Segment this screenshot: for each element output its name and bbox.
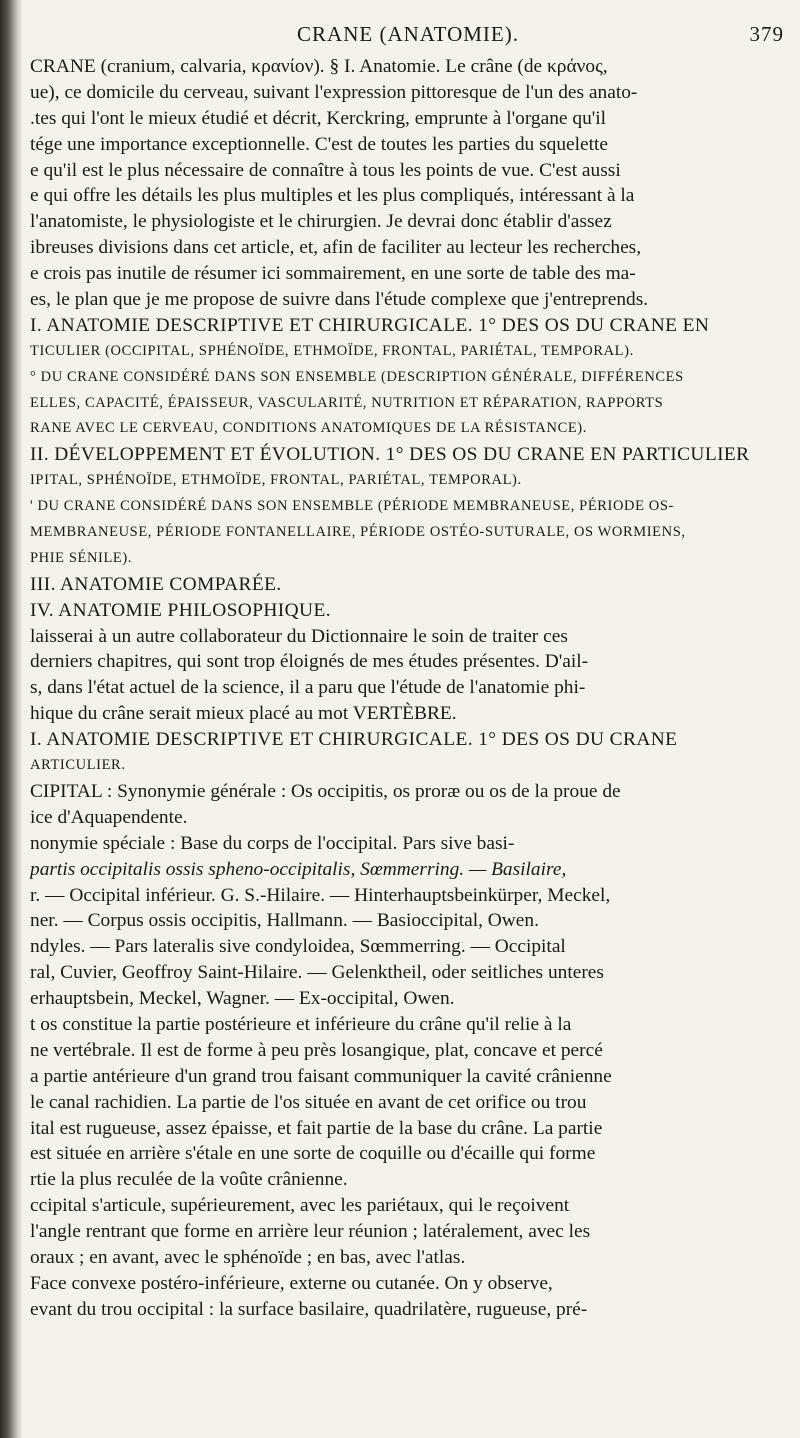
text-line: l'anatomiste, le physiologiste et le chirurgien. Je devrai donc établir d'assez <box>30 211 612 233</box>
text-line: r. — Occipital inférieur. G. S.-Hilaire. — Hinterhauptsbeinkürper, Meckel, <box>30 884 611 906</box>
article-body <box>30 54 786 1323</box>
text-line: le canal rachidien. La partie de l'os située en avant de cet orifice ou trou <box>30 1091 587 1113</box>
text-line: derniers chapitres, qui sont trop éloignés de mes études présentes. D'ail- <box>30 651 589 673</box>
toc-line: IPITAL, SPHÉNOÏDE, ETHMOÏDE, FRONTAL, PARIÉTAL, TEMPORAL). <box>30 472 522 489</box>
section-heading-line: I. ANATOMIE DESCRIPTIVE ET CHIRURGICALE. 1° DES OS DU CRANE <box>30 729 678 751</box>
toc-line: ° DU CRANE CONSIDÉRÉ DANS SON ENSEMBLE (DESCRIPTION GÉNÉRALE, DIFFÉRENCES <box>30 368 684 385</box>
text-line: .tes qui l'ont le mieux étudié et décrit, Kerckring, emprunte à l'organe qu'il <box>30 107 607 129</box>
text-line: s, dans l'état actuel de la science, il a paru que l'étude de l'anatomie phi- <box>30 677 586 699</box>
running-head-title: CRANE (ANATOMIE). <box>297 22 519 46</box>
section-heading-line: III. ANATOMIE COMPARÉE. <box>30 573 282 595</box>
text-line: a partie antérieure d'un grand trou faisant communiquer la cavité crânienne <box>30 1065 612 1087</box>
text-line: ne vertébrale. Il est de forme à peu près losangique, plat, concave et percé <box>30 1039 603 1061</box>
toc-line: ELLES, CAPACITÉ, ÉPAISSEUR, VASCULARITÉ, NUTRITION ET RÉPARATION, RAPPORTS <box>30 394 664 411</box>
toc-line: MEMBRANEUSE, PÉRIODE FONTANELLAIRE, PÉRIODE OSTÉO-SUTURALE, OS WORMIENS, <box>30 524 686 541</box>
section-heading-line: IV. ANATOMIE PHILOSOPHIQUE. <box>30 599 331 621</box>
text-line: tége une importance exceptionnelle. C'est de toutes les parties du squelette <box>30 133 609 155</box>
text-line: e crois pas inutile de résumer ici sommairement, en une sorte de table des ma- <box>30 263 636 285</box>
section-heading-line: II. DÉVELOPPEMENT ET ÉVOLUTION. 1° DES OS DU CRANE EN PARTICULIER <box>30 444 750 466</box>
text-line: ndyles. — Pars lateralis sive condyloidea, Sœmmerring. — Occipital <box>30 936 566 958</box>
text-line: ibreuses divisions dans cet article, et, afin de faciliter au lecteur les recherches, <box>30 237 642 259</box>
text-line: ue), ce domicile du cerveau, suivant l'expression pittoresque de l'un des anato- <box>30 81 638 103</box>
text-line: laisserai à un autre collaborateur du Dictionnaire le soin de traiter ces <box>30 625 568 647</box>
text-line: Face convexe postéro-inférieure, externe ou cutanée. On y observe, <box>30 1272 553 1294</box>
text-line: ral, Cuvier, Geoffroy Saint-Hilaire. — Gelenktheil, oder seitliches unteres <box>30 962 604 984</box>
page-number: 379 <box>749 22 784 46</box>
text-line: ccipital s'articule, supérieurement, avec les pariétaux, qui le reçoivent <box>30 1195 570 1217</box>
toc-line: PHIE SÉNILE). <box>30 549 133 566</box>
text-line: e qui offre les détails les plus multiples et les plus compliqués, intéressant à la <box>30 185 635 207</box>
text-line: ital est rugueuse, assez épaisse, et fait partie de la base du crâne. La partie <box>30 1117 603 1139</box>
text-line: CIPITAL : Synonymie générale : Os occipitis, os proræ ou os de la proue de <box>30 780 621 802</box>
text-line: ner. — Corpus ossis occipitis, Hallmann. — Basioccipital, Owen. <box>30 910 539 932</box>
text-line: oraux ; en avant, avec le sphénoïde ; en bas, avec l'atlas. <box>30 1246 466 1268</box>
running-head <box>30 14 786 54</box>
text-line: e qu'il est le plus nécessaire de connaître à tous les points de vue. C'est aussi <box>30 159 621 181</box>
text-line: l'angle rentrant que forme en arrière leur réunion ; latéralement, avec les <box>30 1221 591 1243</box>
text-line: rtie la plus reculée de la voûte crânienne. <box>30 1169 348 1191</box>
text-line: ice d'Aquapendente. <box>30 806 188 828</box>
text-line: est située en arrière s'étale en une sorte de coquille ou d'écaille qui forme <box>30 1143 596 1165</box>
text-line: partis occipitalis ossis spheno-occipitalis, Sœmmerring. — Basilaire, <box>30 858 567 880</box>
text-line: evant du trou occipital : la surface basilaire, quadrilatère, rugueuse, pré- <box>30 1298 588 1320</box>
section-heading-line: I. ANATOMIE DESCRIPTIVE ET CHIRURGICALE. 1° DES OS DU CRANE EN <box>30 314 710 336</box>
toc-line: ARTICULIER. <box>30 757 126 774</box>
text-line: nonymie spéciale : Base du corps de l'occipital. Pars sive basi- <box>30 832 515 854</box>
toc-line: RANE AVEC LE CERVEAU, CONDITIONS ANATOMIQUES DE LA RÉSISTANCE). <box>30 420 587 437</box>
text-line: CRANE (cranium, calvaria, κρανίον). § I. Anatomie. Le crâne (de κράνος, <box>30 56 608 77</box>
text-line: hique du crâne serait mieux placé au mot VERTÈBRE. <box>30 703 457 725</box>
toc-line: TICULIER (OCCIPITAL, SPHÉNOÏDE, ETHMOÏDE, FRONTAL, PARIÉTAL, TEMPORAL). <box>30 342 634 359</box>
book-page <box>30 14 786 1323</box>
toc-line: ' DU CRANE CONSIDÉRÉ DANS SON ENSEMBLE (PÉRIODE MEMBRANEUSE, PÉRIODE OS- <box>30 498 674 515</box>
text-line: erhauptsbein, Meckel, Wagner. — Ex-occipital, Owen. <box>30 988 455 1010</box>
text-line: t os constitue la partie postérieure et inférieure du crâne qu'il relie à la <box>30 1013 572 1035</box>
text-line: es, le plan que je me propose de suivre dans l'étude complexe que j'entreprends. <box>30 289 649 311</box>
book-binding-shadow <box>0 0 22 1438</box>
